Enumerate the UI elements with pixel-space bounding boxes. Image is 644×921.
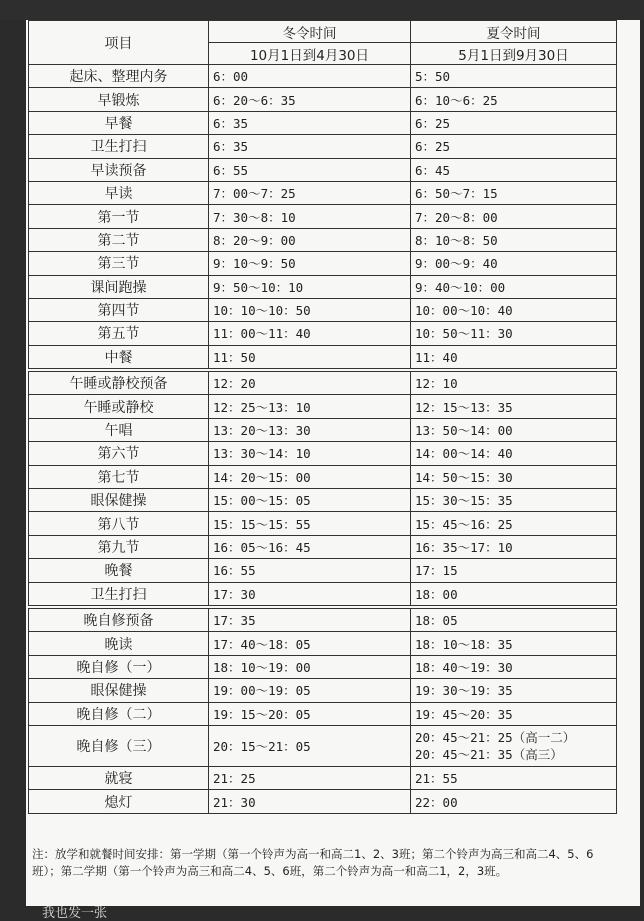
bottom-caption: 我也发一张 — [42, 906, 108, 921]
row-summer-time: 15：30～15：35 — [411, 489, 617, 512]
row-summer-time: 10：50～11：30 — [411, 322, 617, 345]
row-winter-time: 12：20 — [209, 370, 411, 395]
row-winter-time: 15：00～15：05 — [209, 489, 411, 512]
row-item: 第六节 — [29, 442, 209, 465]
row-summer-time: 19：45～20：35 — [411, 702, 617, 725]
row-item: 第三节 — [29, 252, 209, 275]
row-item: 晚读 — [29, 632, 209, 655]
row-item: 第一节 — [29, 205, 209, 228]
table-row — [29, 607, 617, 632]
row-summer-time: 8：10～8：50 — [411, 228, 617, 251]
row-item: 午睡或静校 — [29, 395, 209, 418]
row-item: 课间跑操 — [29, 275, 209, 298]
row-summer-time: 10：00～10：40 — [411, 298, 617, 321]
bottom-bar — [0, 906, 644, 921]
row-summer-time: 6：25 — [411, 135, 617, 158]
row-summer-time — [411, 725, 617, 766]
row-summer-time: 6：50～7：15 — [411, 181, 617, 204]
row-item: 眼保健操 — [29, 489, 209, 512]
row-item: 卫生打扫 — [29, 582, 209, 607]
row-item: 早读 — [29, 181, 209, 204]
row-summer-time: 14：50～15：30 — [411, 465, 617, 488]
table-row — [29, 766, 617, 789]
row-summer-time: 21：55 — [411, 766, 617, 789]
table-row — [29, 228, 617, 251]
row-summer-time: 6：45 — [411, 158, 617, 181]
table-row — [29, 655, 617, 678]
row-winter-time: 10：10～10：50 — [209, 298, 411, 321]
table-row — [29, 702, 617, 725]
row-winter-time: 21：25 — [209, 766, 411, 789]
summer-time-line: 20：45～21：35（高三） — [415, 746, 563, 762]
row-item: 晚自修（二） — [29, 702, 209, 725]
table-row — [29, 632, 617, 655]
row-item: 早锻炼 — [29, 88, 209, 111]
row-winter-time: 17：30 — [209, 582, 411, 607]
schedule-table — [28, 20, 617, 814]
header-item: 项目 — [29, 21, 209, 65]
row-item: 第四节 — [29, 298, 209, 321]
table-row — [29, 582, 617, 607]
header-winter-title: 冬令时间 — [209, 21, 411, 43]
row-item: 就寝 — [29, 766, 209, 789]
row-summer-time: 5：50 — [411, 65, 617, 88]
row-winter-time: 6：35 — [209, 135, 411, 158]
row-winter-time: 6：00 — [209, 65, 411, 88]
row-item: 熄灯 — [29, 790, 209, 813]
row-item: 第七节 — [29, 465, 209, 488]
row-winter-time: 19：00～19：05 — [209, 679, 411, 702]
row-winter-time: 11：00～11：40 — [209, 322, 411, 345]
row-winter-time: 13：30～14：10 — [209, 442, 411, 465]
row-summer-time: 22：00 — [411, 790, 617, 813]
row-item: 晚自修预备 — [29, 607, 209, 632]
row-item: 第二节 — [29, 228, 209, 251]
table-row — [29, 181, 617, 204]
header-winter-range: 10月1日到4月30日 — [209, 43, 411, 65]
row-winter-time: 7：30～8：10 — [209, 205, 411, 228]
footnote: 注：放学和就餐时间安排：第一学期（第一个铃声为高一和高二1、2、3班；第二个铃声为高三和高二4、5、6班）；第二学期（第一个铃声为高三和高二4、5、6班，第二个铃声为高一和高二1，2，3班。 — [32, 847, 594, 878]
row-summer-time: 16：35～17：10 — [411, 535, 617, 558]
row-winter-time: 13：20～13：30 — [209, 418, 411, 441]
row-summer-time: 6：25 — [411, 111, 617, 134]
header-summer-range: 5月1日到9月30日 — [411, 43, 617, 65]
row-winter-time: 17：40～18：05 — [209, 632, 411, 655]
table-row — [29, 345, 617, 370]
table-row — [29, 512, 617, 535]
row-summer-time: 17：15 — [411, 559, 617, 582]
table-row — [29, 418, 617, 441]
row-summer-time: 9：40～10：00 — [411, 275, 617, 298]
row-winter-time: 14：20～15：00 — [209, 465, 411, 488]
row-item: 晚自修（一） — [29, 655, 209, 678]
schedule-document — [26, 20, 640, 908]
row-item: 早餐 — [29, 111, 209, 134]
row-winter-time: 11：50 — [209, 345, 411, 370]
row-item: 早读预备 — [29, 158, 209, 181]
table-row — [29, 370, 617, 395]
table-row — [29, 489, 617, 512]
row-winter-time: 16：05～16：45 — [209, 535, 411, 558]
table-row — [29, 790, 617, 813]
table-row — [29, 465, 617, 488]
row-winter-time: 6：35 — [209, 111, 411, 134]
row-item: 起床、整理内务 — [29, 65, 209, 88]
row-summer-time: 18：10～18：35 — [411, 632, 617, 655]
summer-time-line: 20：45～21：25（高一二） — [415, 729, 576, 745]
row-item: 第九节 — [29, 535, 209, 558]
table-row — [29, 442, 617, 465]
row-item: 晚餐 — [29, 559, 209, 582]
table-row — [29, 395, 617, 418]
row-summer-time: 14：00～14：40 — [411, 442, 617, 465]
row-summer-time: 19：30～19：35 — [411, 679, 617, 702]
row-summer-time: 12：15～13：35 — [411, 395, 617, 418]
row-item: 中餐 — [29, 345, 209, 370]
row-summer-time: 9：00～9：40 — [411, 252, 617, 275]
row-winter-time: 9：50～10：10 — [209, 275, 411, 298]
row-winter-time: 8：20～9：00 — [209, 228, 411, 251]
row-winter-time: 17：35 — [209, 607, 411, 632]
row-winter-time: 6：55 — [209, 158, 411, 181]
table-row — [29, 135, 617, 158]
table-row — [29, 725, 617, 766]
row-winter-time: 16：55 — [209, 559, 411, 582]
row-winter-time: 20：15～21：05 — [209, 725, 411, 766]
row-item: 眼保健操 — [29, 679, 209, 702]
table-row — [29, 252, 617, 275]
table-row — [29, 535, 617, 558]
row-summer-time: 12：10 — [411, 370, 617, 395]
row-summer-time: 7：20～8：00 — [411, 205, 617, 228]
row-summer-time: 18：40～19：30 — [411, 655, 617, 678]
table-row — [29, 88, 617, 111]
top-bar — [0, 0, 644, 20]
table-row — [29, 559, 617, 582]
table-row — [29, 298, 617, 321]
row-winter-time: 15：15～15：55 — [209, 512, 411, 535]
row-summer-time: 15：45～16：25 — [411, 512, 617, 535]
row-winter-time: 7：00～7：25 — [209, 181, 411, 204]
table-row — [29, 679, 617, 702]
row-summer-time: 11：40 — [411, 345, 617, 370]
table-row — [29, 111, 617, 134]
table-row — [29, 65, 617, 88]
row-winter-time: 21：30 — [209, 790, 411, 813]
row-summer-time: 18：05 — [411, 607, 617, 632]
row-item: 午唱 — [29, 418, 209, 441]
row-winter-time: 18：10～19：00 — [209, 655, 411, 678]
row-winter-time: 6：20～6：35 — [209, 88, 411, 111]
row-summer-time: 18：00 — [411, 582, 617, 607]
row-winter-time: 12：25～13：10 — [209, 395, 411, 418]
row-item: 晚自修（三） — [29, 725, 209, 766]
table-row — [29, 322, 617, 345]
row-summer-time: 13：50～14：00 — [411, 418, 617, 441]
row-summer-time: 6：10～6：25 — [411, 88, 617, 111]
header-summer-title: 夏令时间 — [411, 21, 617, 43]
table-row — [29, 205, 617, 228]
table-row — [29, 275, 617, 298]
row-item: 第八节 — [29, 512, 209, 535]
row-winter-time: 19：15～20：05 — [209, 702, 411, 725]
row-item: 午睡或静校预备 — [29, 370, 209, 395]
table-row — [29, 158, 617, 181]
row-item: 卫生打扫 — [29, 135, 209, 158]
row-winter-time: 9：10～9：50 — [209, 252, 411, 275]
row-item: 第五节 — [29, 322, 209, 345]
